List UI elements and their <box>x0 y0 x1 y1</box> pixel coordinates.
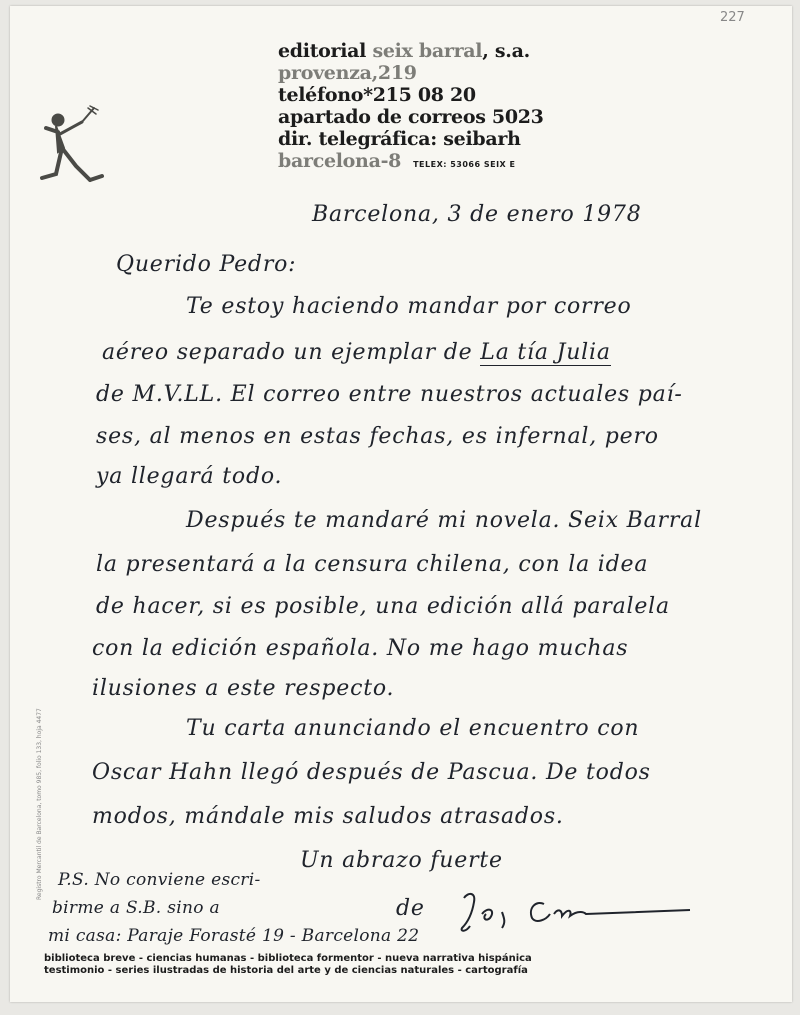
body-line: aéreo separado un ejemplar de La tía Julia <box>102 340 611 365</box>
closing: Un abrazo fuerte <box>300 848 503 873</box>
archive-number: 227 <box>720 10 745 25</box>
footer-line: biblioteca breve - ciencias humanas - biblioteca formentor - nueva narrativa hispánica <box>44 953 532 964</box>
company-po-box: apartado de correos 5023 <box>278 106 544 128</box>
letterhead <box>278 40 544 176</box>
company-phone: teléfono*215 08 20 <box>278 84 476 106</box>
body-line: Oscar Hahn llegó después de Pascua. De todos <box>92 760 651 785</box>
body-line: de M.V.LL. El correo entre nuestros actuales paí- <box>96 382 683 407</box>
body-line: de hacer, si es posible, una edición allá paralela <box>96 594 670 619</box>
body-line: Tu carta anunciando el encuentro con <box>186 716 640 741</box>
publisher-logo-icon <box>36 104 106 188</box>
company-city: barcelona-8 <box>278 150 402 172</box>
body-line: la presentará a la censura chilena, con la idea <box>96 552 649 577</box>
footer-line: testimonio - series ilustradas de historia del arte y de ciencias naturales - cartografía <box>44 965 528 976</box>
company-address: provenza,219 <box>278 62 417 84</box>
body-line: modos, mándale mis saludos atrasados. <box>92 804 564 829</box>
book-title: La tía Julia <box>480 340 611 365</box>
signature <box>458 888 698 938</box>
postscript-line: P.S. No conviene escri- <box>58 870 261 890</box>
publisher-collections-footer <box>44 953 532 977</box>
body-line: Te estoy haciendo mandar por correo <box>186 294 632 319</box>
body-line: Después te mandaré mi novela. Seix Barral <box>186 508 702 533</box>
side-imprint: Registro Mercantil de Barcelona, tomo 985, folio 133, hoja 4477 <box>36 708 43 900</box>
salutation: Querido Pedro: <box>116 252 297 277</box>
body-line: ya llegará todo. <box>96 464 283 489</box>
body-line: con la edición española. No me hago muchas <box>92 636 629 661</box>
postscript-line: mi casa: Paraje Forasté 19 - Barcelona 22 <box>48 926 420 946</box>
body-line: ilusiones a este respecto. <box>92 676 395 701</box>
company-city-line <box>278 150 544 176</box>
company-telex: TELEX: 53066 SEIX E <box>413 160 516 169</box>
body-line: ses, al menos en estas fechas, es infernal, pero <box>96 424 659 449</box>
company-name: editorial seix barral, s.a. <box>278 40 530 62</box>
letter-date: Barcelona, 3 de enero 1978 <box>312 202 642 227</box>
company-telegraph: dir. telegráfica: seibarh <box>278 128 521 150</box>
postscript-line: birme a S.B. sino a <box>52 898 220 918</box>
closing-de: de <box>396 896 425 921</box>
